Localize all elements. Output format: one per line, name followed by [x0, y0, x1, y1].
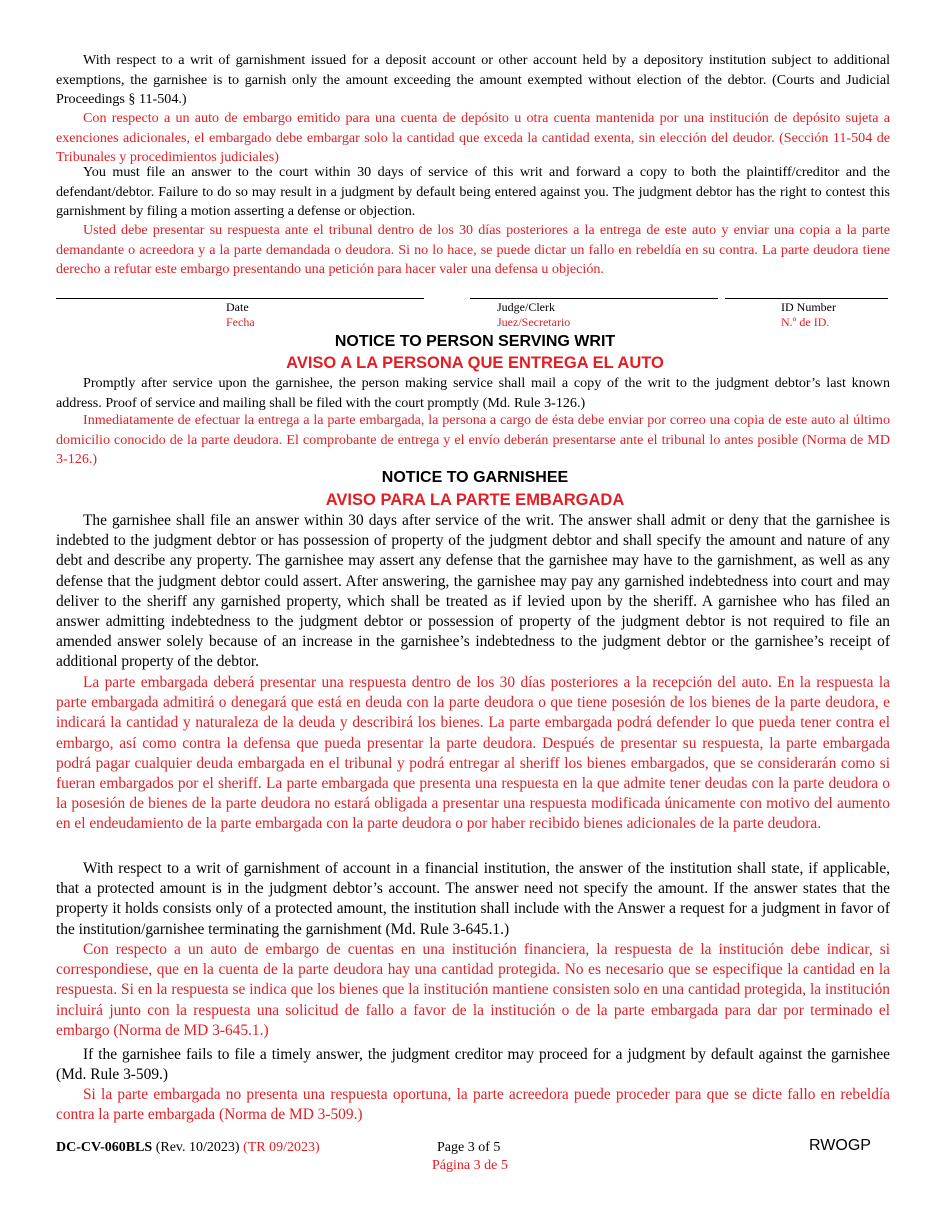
date-label-es: Fecha: [226, 315, 255, 329]
serving-paragraph-en: Promptly after service upon the garnishee, the person making service shall mail a copy of the writ to the judgment debtor’s last known address. Proof of service and mailing shall be filed with the court promptly (Md. Rule 3-126.): [56, 375, 890, 411]
id-number-line: [725, 298, 888, 299]
id-number-label: ID Number: [781, 300, 836, 314]
judge-signature-line: [470, 298, 718, 299]
form-code: RWOGP: [809, 1137, 871, 1154]
serving-heading-en: NOTICE TO PERSON SERVING WRIT: [334, 333, 616, 350]
page-number: Page 3 of 5: [437, 1140, 501, 1155]
garnishee-paragraph-2-es: Con respecto a un auto de embargo de cuentas en una institución financiera, la respuesta de la institución debe indicar, si correspondiese, que en la cuenta de la parte deudora hay una cantidad protegida. No es necesario que se especifique la cantidad en la respuesta. Si en la respuesta se indica que los bienes que la institución mantiene consisten solo en una cantidad protegida, la institución incluirá junto con la respuesta una solicitud de fallo a favor de la institución o de la parte embargada para dar por terminado el embargo (Norma de MD 3-645.1.): [56, 941, 890, 1039]
revision-date: (Rev. 10/2023): [155, 1140, 240, 1155]
answer-paragraph-en: You must file an answer to the court within 30 days of service of this writ and forward a copy to both the plaintiff/creditor and the defendant/debtor. Failure to do so may result in a judgment by default being entered against you. The judgment debtor has the right to contest this garnishment by filing a motion asserting a defense or objection.: [56, 164, 890, 219]
garnishee-paragraph-2-en: With respect to a writ of garnishment of account in a financial institution, the answer of the institution shall state, if applicable, that a protected amount is in the judgment debtor’s account. The answer need not specify the amount. If the answer states that the property it holds consists only of a protected amount, the institution shall include with the Answer a request for a judgment in favor of the institution/garnishee terminating the garnishment (Md. Rule 3-645.1.): [56, 860, 890, 938]
garnishee-paragraph-3-es: Si la parte embargada no presenta una respuesta oportuna, la parte acreedora puede proceder para que se dicte fallo en rebeldía contra la parte embargada (Norma de MD 3-509.): [56, 1086, 890, 1124]
serving-paragraph-es: Inmediatamente de efectuar la entrega a la parte embargada, la persona a cargo de ésta debe enviar por correo una copia de este auto al último domicilio conocido de la parte deudora. El comprobante de entrega y el envío deberán presentarse ante el tribunal lo antes posible (Norma de MD 3-126.): [56, 412, 890, 467]
answer-paragraph-es: Usted debe presentar su respuesta ante el tribunal dentro de los 30 días posteriores a la entrega de este auto y enviar una copia a la parte demandante o acreedora y a la parte demandada o deudora. Si no lo hace, se puede dictar un fallo en rebeldía en su contra. La parte deudora tiene derecho a refutar este embargo presentando una petición para hacer valer una defensa u objeción.: [56, 222, 890, 277]
garnishee-heading-es: AVISO PARA LA PARTE EMBARGADA: [325, 491, 625, 509]
translation-revision: (TR 09/2023): [243, 1140, 320, 1155]
date-label: Date: [226, 300, 249, 314]
garnishee-paragraph-1-en: The garnishee shall file an answer within 30 days after service of the writ. The answer shall admit or deny that the garnishee is indebted to the judgment debtor or has possession of property of the judgment debtor and shall specify the amount and nature of any debt and describe any property. The garnishee may assert any defense that the garnishee may have to the garnishment, as well as any defense that the judgment debtor could assert. After answering, the garnishee may pay any garnished indebtedness into court and may deliver to the sheriff any garnished property, which shall be treated as if levied upon by the sheriff. A garnishee who has filed an answer admitting indebtedness to the judgment debtor or possession of property of the judgment debtor is not required to file an amended answer solely because of an increase in the garnishee’s indebtedness to the judgment debtor or the garnishee’s receipt of additional property of the debtor.: [56, 512, 890, 671]
form-revision: [56, 1139, 320, 1157]
garnishee-paragraph-3-en: If the garnishee fails to file a timely answer, the judgment creditor may proceed for a judgment by default against the garnishee (Md. Rule 3-509.): [56, 1046, 890, 1084]
serving-heading-es: AVISO A LA PERSONA QUE ENTREGA EL AUTO: [286, 354, 664, 372]
garnishee-paragraph-1-es: La parte embargada deberá presentar una respuesta dentro de los 30 días posteriores a la recepción del auto. En la respuesta la parte embargada admitirá o denegará que está en deuda con la parte deudora o que tiene posesión de los bienes de la parte deudora, e indicará la cantidad y naturaleza de la deuda y describirá los bienes. La parte embargada podrá defender lo que pueda tener contra el embargo, así como contra la defensa que pueda presentar la parte deudora. Después de presentar su respuesta, la parte embargada podrá pagar cualquier deuda embargada en el tribunal y podrá entregar al sheriff los bienes embargados, que se considerarán como si fueran embargados por el sheriff. La parte embargada que presenta una respuesta en la que admite tener deudas con la parte deudora o la posesión de bienes de la parte deudora no estará obligada a presentar una respuesta modificada únicamente con motivo del aumento en el endeudamiento de la parte embargada con la parte deudora o por haber recibido bienes adicionales de la parte deudora.: [56, 674, 890, 833]
deposit-paragraph-es: Con respecto a un auto de embargo emitido para una cuenta de depósito u otra cuenta mantenida por una institución de depósito sujeta a exenciones adicionales, el embargado debe embargar solo la cantidad que exceda la cantidad exenta, sin elección del deudor. (Sección 11-504 de Tribunales y procedimientos judiciales): [56, 110, 890, 165]
deposit-paragraph-en: With respect to a writ of garnishment issued for a deposit account or other account held by a depository institution subject to additional exemptions, the garnishee is to garnish only the amount exceeding the amount exempted without election of the debtor. (Courts and Judicial Proceedings § 11-504.): [56, 52, 890, 107]
page-number-es: Página 3 de 5: [432, 1158, 508, 1173]
form-id: DC-CV-060BLS: [56, 1140, 153, 1155]
judge-clerk-label: Judge/Clerk: [497, 300, 555, 314]
id-number-label-es: N.º de ID.: [781, 315, 830, 329]
garnishee-heading-en: NOTICE TO GARNISHEE: [381, 469, 569, 486]
date-signature-line: [56, 298, 424, 299]
judge-clerk-label-es: Juez/Secretario: [497, 315, 571, 329]
